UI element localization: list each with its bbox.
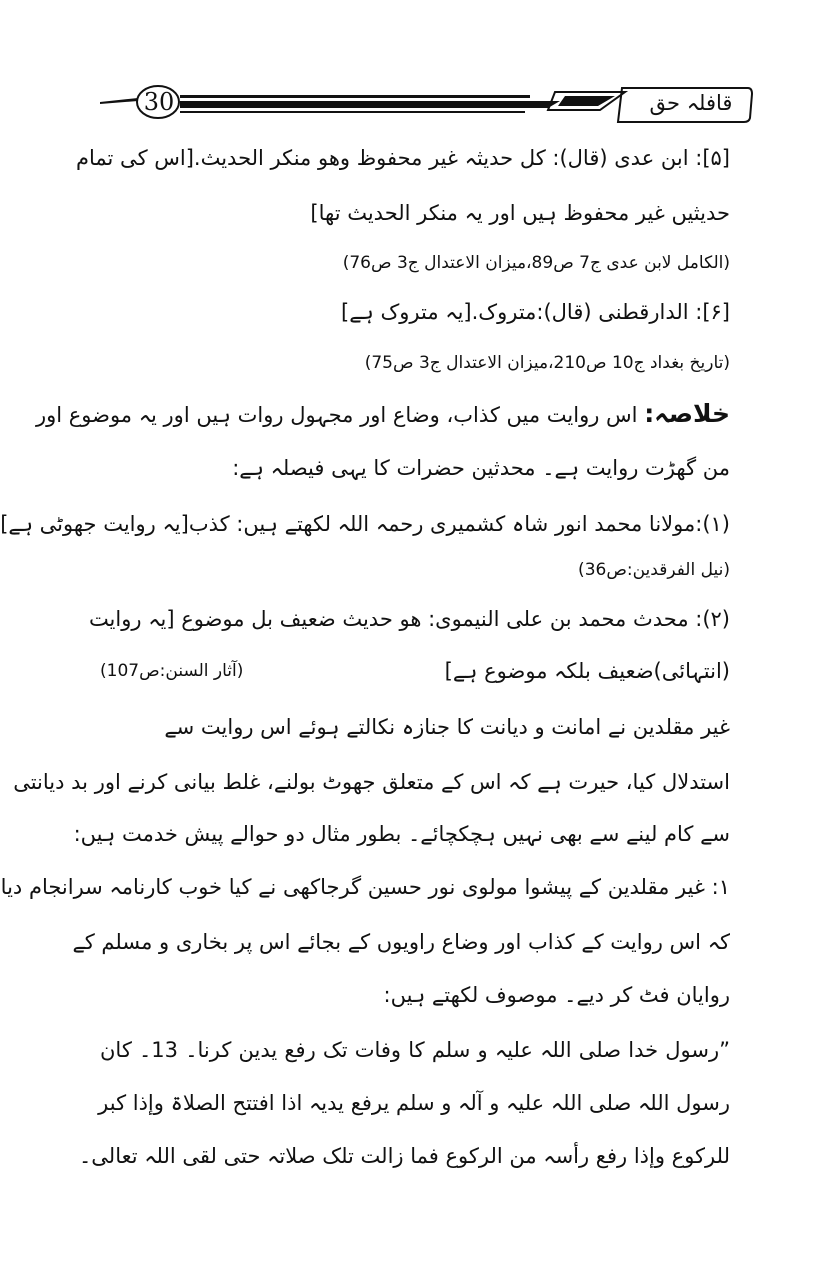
text-line-16: للرکوع وإذا رفع رأسہ من الرکوع فما زالت تلک صلاتہ حتی لقی اللہ تعالی۔ <box>78 1144 730 1168</box>
text-line-4: من گھڑت روایت ہے۔ محدثین حضرات کا یہی فیصلہ ہے: <box>232 456 730 480</box>
text-line-7 <box>100 654 730 688</box>
reference-line-2: (تاریخ بغداد ج10 ص210،میزان الاعتدال ج3 ص75) <box>364 353 730 373</box>
text-line-12: کہ اس روایت کے کذاب اور وضاع راویوں کے بجائے اس پر بخاری و مسلم کے <box>72 930 730 954</box>
reference-line-4: (آثار السنن:ص107) <box>100 661 244 681</box>
reference-line-3: (نیل الفرقدین:ص36) <box>578 560 730 580</box>
text-line-14: ”رسول خدا صلی اللہ علیہ و سلم کا وفات تک رفع یدین کرنا۔ 13۔ کان <box>100 1038 730 1062</box>
text-line-1: [۵]: ابن عدی (قال): کل حدیثہ غیر محفوظ وھو منکر الحدیث.[اس کی تمام <box>76 146 730 170</box>
text-line-8: غیر مقلدین نے امانت و دیانت کا جنازہ نکالتے ہوئے اس روایت سے <box>164 715 730 739</box>
text-line-5: (۱):مولانا محمد انور شاہ کشمیری رحمہ اللہ لکھتے ہیں: کذب[یہ روایت جھوٹی ہے] <box>0 512 730 536</box>
text-line-10: سے کام لینے سے بھی نہیں ہچکچائے۔ بطور مثال دو حوالے پیش خدمت ہیں: <box>73 822 730 846</box>
text-line-7-main: (انتہائی)ضعیف بلکہ موضوع ہے] <box>444 659 730 683</box>
page-number: 30 <box>143 88 175 116</box>
summary-line <box>35 397 730 432</box>
text-line-6: (۲): محدث محمد بن علی النیموی: ھو حدیث ضعیف بل موضوع [یہ روایت <box>88 607 730 631</box>
text-line-13: روایان فٹ کر دیے۔ موصوف لکھتے ہیں: <box>383 983 730 1007</box>
summary-heading: خلاصہ: <box>644 399 730 428</box>
reference-line-1: (الکامل لابن عدی ج7 ص89،میزان الاعتدال ج3 ص76) <box>342 253 730 273</box>
text-line-9: استدلال کیا، حیرت ہے کہ اس کے متعلق جھوٹ بولنے، غلط بیانی کرنے اور بد دیانتی <box>13 770 730 794</box>
publication-logo: قافلہ حق <box>649 91 733 115</box>
text-line-2: حدیثیں غیر محفوظ ہیں اور یہ منکر الحدیث تھا] <box>310 201 730 225</box>
text-line-11: ۱: غیر مقلدین کے پیشوا مولوی نور حسین گرجاکھی نے کیا خوب کارنامہ سرانجام دیا <box>0 875 730 899</box>
text-line-15: رسول اللہ صلی اللہ علیہ و آلہ و سلم یرفع یدیہ اذا افتتح الصلاۃ وإذا کبر <box>98 1091 730 1115</box>
text-line-3: [۶]: الدارقطنی (قال):متروک.[یہ متروک ہے] <box>341 300 730 324</box>
summary-text: اس روایت میں کذاب، وضاع اور مجہول روات ہیں اور یہ موضوع اور <box>35 403 645 427</box>
